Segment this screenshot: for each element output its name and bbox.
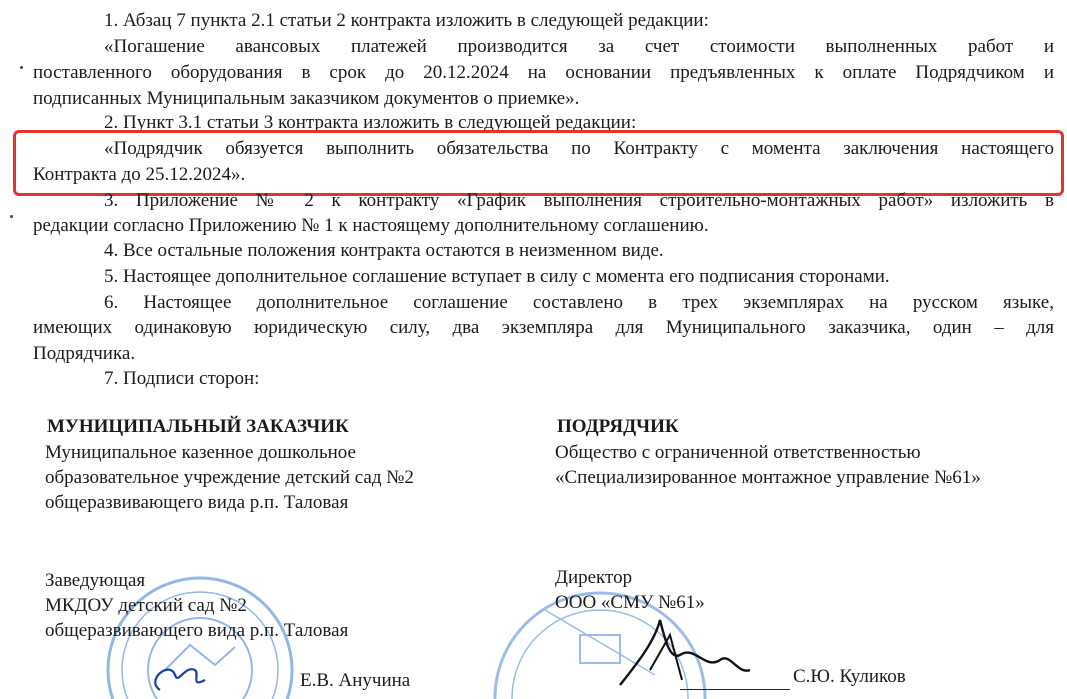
customer-sig-name: Е.В. Анучина	[300, 670, 411, 691]
item-6-line-1: 6. Настоящее дополнительное соглашение составлено в трех экземплярах на русском языке,	[104, 292, 1054, 313]
item-1-line-3: подписанных Муниципальным заказчиком документов о приемке».	[33, 88, 580, 109]
item-1-line-2: поставленного оборудования в срок до 20.12.2024 на основании предъявленных к оплате Подрядчиком и	[33, 62, 1054, 83]
item-4: 4. Все остальные положения контракта остаются в неизменном виде.	[104, 240, 664, 261]
contractor-signature-line	[680, 689, 790, 690]
contractor-sig-position-2: ООО «СМУ №61»	[555, 592, 705, 613]
item-3-line-1: 3. Приложение № 2 к контракту «График выполнения строительно-монтажных работ» изложить в	[104, 190, 1054, 211]
customer-sig-position-3: общеразвивающего вида р.п. Таловая	[45, 620, 349, 641]
customer-sig-position-2: МКДОУ детский сад №2	[45, 595, 247, 616]
scan-speck	[20, 66, 23, 69]
contractor-line-2: «Специализированное монтажное управление №61»	[555, 467, 981, 488]
item-2-line-2: Контракта до 25.12.2024».	[33, 164, 246, 185]
item-2-title: 2. Пункт 3.1 статьи 3 контракта изложить в следующей редакции:	[104, 112, 637, 133]
contractor-heading: ПОДРЯДЧИК	[557, 416, 679, 437]
contractor-line-1: Общество с ограниченной ответственностью	[555, 442, 921, 463]
customer-heading: МУНИЦИПАЛЬНЫЙ ЗАКАЗЧИК	[47, 416, 349, 437]
item-1-line-1: «Погашение авансовых платежей производится за счет стоимости выполненных работ и	[104, 36, 1054, 57]
customer-line-2: образовательное учреждение детский сад №2	[45, 467, 414, 488]
item-3-line-2: редакции согласно Приложению № 1 к настоящему дополнительному соглашению.	[33, 215, 709, 236]
customer-line-3: общеразвивающего вида р.п. Таловая	[45, 492, 349, 513]
item-1-title: 1. Абзац 7 пункта 2.1 статьи 2 контракта изложить в следующей редакции:	[104, 10, 709, 31]
item-6-line-3: Подрядчика.	[33, 343, 136, 364]
item-7: 7. Подписи сторон:	[104, 368, 260, 389]
contractor-sig-position-1: Директор	[555, 567, 633, 588]
item-6-line-2: имеющих одинаковую юридическую силу, два экземпляра для Муниципального заказчика, один – для	[33, 317, 1054, 338]
customer-sig-position-1: Заведующая	[45, 570, 146, 591]
scan-speck	[10, 215, 13, 218]
highlight-box	[13, 130, 1064, 196]
contractor-signature	[610, 600, 760, 699]
item-5: 5. Настоящее дополнительное соглашение вступает в силу с момента его подписания сторонами.	[104, 266, 890, 287]
contractor-sig-name: С.Ю. Куликов	[793, 666, 906, 687]
item-2-line-1: «Подрядчик обязуется выполнить обязательства по Контракту с момента заключения настоящего	[104, 138, 1054, 159]
customer-signature	[140, 650, 220, 699]
customer-line-1: Муниципальное казенное дошкольное	[45, 442, 356, 463]
